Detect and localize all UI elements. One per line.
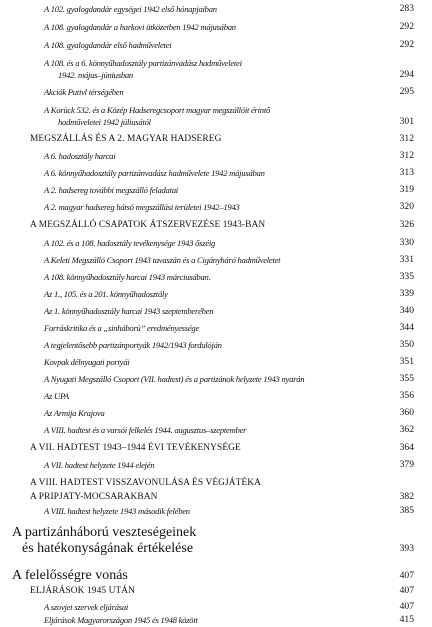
toc-entry [0,200,432,214]
toc-entry [0,270,432,284]
toc-entry-title: A 108. gyalogdandár a harkovi ütközetben 1942 májusában [44,22,236,32]
toc-entry-page: 292 [399,21,414,32]
toc-entry [0,355,432,369]
toc-entry-title: A Keleti Megszálló Csoport 1943 tavaszán és a Cigányháró hadműveletet [44,255,281,265]
toc-entry [0,253,432,267]
toc-entry-page: 350 [399,339,414,350]
toc-entry-title: A VII. hadtest helyzete 1944 elején [44,460,155,470]
toc-entry [0,166,432,180]
toc-entry-title: Akciók Putivl térségében [44,87,124,97]
toc-entry-title: Az 1., 105. és a 201. könnyűhadosztály [44,289,168,299]
toc-entry-continuation [0,68,432,82]
toc-entry-title: A VIII. hadtest és a varsói felkelés 1944. augusztus–szeptember [44,425,247,435]
toc-entry-title: A szovjet szervek eljárásai [44,602,129,612]
toc-entry-title: A 2. magyar hadsereg hátsó megszállási területei 1942–1943 [44,202,240,212]
toc-entry-title: és hatékonyságának értékelése [22,541,194,556]
toc-entry-title: MEGSZÁLLÁS ÉS A 2. MAGYAR HADSEREG [30,134,222,144]
toc-entry [0,183,432,197]
toc-entry-title: Az 1. könnyűhadosztály harcai 1943 szeptemberében [44,306,214,316]
toc-entry-title: A VII. HADTEST 1943–1944 ÉVI TEVÉKENYSÉGE [30,443,241,453]
toc-entry-page: 340 [399,305,414,316]
toc-entry-title: A 2. hadsereg további megszálló feladatai [44,185,178,195]
toc-chapter-heading [0,567,432,585]
toc-entry-title: A 108. könnyűhadosztály harcai 1943 márciusában. [44,272,211,282]
toc-entry-title: A partizánháború veszteségeinek [12,525,197,540]
toc-entry-page: 379 [399,459,414,470]
toc-entry [0,287,432,301]
toc-entry [0,38,432,52]
toc-entry-page: 330 [399,237,414,248]
toc-entry [0,2,432,16]
toc-entry [0,338,432,352]
toc-entry-title: A tegjelentősebb partizánportyák 1942/1943 fordulóján [44,340,222,350]
toc-entry [0,236,432,250]
toc-entry-page: 335 [399,271,414,282]
toc-entry [0,406,432,420]
toc-section-heading [0,218,432,232]
toc-entry [0,304,432,318]
toc-entry-page: 407 [399,585,414,596]
toc-entry-page: 385 [399,505,414,516]
toc-entry-page: 356 [399,390,414,401]
toc-entry-page: 407 [399,570,414,581]
toc-entry-page: 294 [399,69,414,80]
toc-section-heading [0,441,432,455]
toc-entry-title: A 102. gyalogdandár egységei 1942 első hónapjaiban [44,4,217,14]
toc-entry [0,321,432,335]
toc-entry-title: ELJÁRÁSOK 1945 UTÁN [30,586,136,596]
toc-entry-title: A 102. és a 108. hadosztály tevékenysége 1943 őszéig [44,238,216,248]
toc-entry-title: Forráskritika és a „sinháború” eredményessége [44,323,200,333]
toc-entry-title: A Korück 532. és a Közép Hadseregcsoport magyar megszállóit érintő [44,105,271,115]
toc-entry [0,85,432,99]
toc-entry-title: A 108. gyalogdandár első hadműveletei [44,40,172,50]
toc-entry-title: A 6. hadosztály harcai [44,151,116,161]
toc-entry-title: hadműveletei 1942 júliusától [58,117,151,127]
toc-entry-page: 283 [399,3,414,14]
toc-entry [0,613,432,627]
toc-entry-title: Az Armija Krajova [44,408,105,418]
toc-section-heading-continuation [0,490,432,504]
toc-entry-page: 312 [399,150,414,161]
toc-entry [0,149,432,163]
toc-entry-title: Eljárások Magyarországon 1945 és 1948 között [44,615,198,625]
toc-entry-title: A felelősségre vonás [12,568,128,583]
toc-entry-page: 407 [399,601,414,612]
toc-entry-page: 360 [399,407,414,418]
toc-entry-page: 393 [399,543,414,554]
toc-chapter-heading-continuation [0,540,432,558]
toc-section-heading [0,476,432,490]
toc-entry-page: 301 [399,116,414,127]
toc-entry-page: 312 [399,133,414,144]
toc-entry-title: A PRIPJATY-MOCSARAKBAN [30,492,158,502]
toc-entry-page: 331 [399,254,414,265]
toc-entry-page: 362 [399,424,414,435]
toc-entry-title: A 108. és a 6. könnyűhadosztály partizánvadász hadműveletei [44,58,242,68]
toc-entry [0,423,432,437]
toc-entry-page: 351 [399,356,414,367]
toc-entry-title: 1942. május–júniusban [58,70,133,80]
toc-entry-page: 415 [399,614,414,625]
toc-entry-page: 292 [399,39,414,50]
toc-entry-page: 319 [399,184,414,195]
toc-entry-page: 339 [399,288,414,299]
toc-entry-page: 313 [399,167,414,178]
toc-entry-continuation [0,115,432,129]
toc-entry [0,458,432,472]
toc-entry [0,504,432,518]
toc-entry-title: A Nyugati Megszálló Csoport (VII. hadtest) és a partizánok helyzete 1943 nyarán [44,374,305,384]
toc-entry [0,20,432,34]
toc-section-heading [0,584,432,598]
toc-entry-page: 382 [399,491,414,502]
toc-entry-title: A 6. könnyűhadosztály partizánvadász hadművelete 1942 májusában [44,168,265,178]
toc-entry-title: Az UPA [44,391,69,401]
toc-entry-page: 355 [399,373,414,384]
toc-entry-title: A MEGSZÁLLÓ CSAPATOK ÁTSZERVEZÉSE 1943-BAN [30,220,266,230]
toc-entry-title: Kovpak délnyugati portyái [44,357,130,367]
toc-entry-page: 295 [399,86,414,97]
toc-entry-page: 326 [399,219,414,230]
toc-entry-title: A VIII. hadtest helyzete 1943 második felében [44,506,190,516]
toc-entry-page: 320 [399,201,414,212]
toc-entry [0,600,432,614]
toc-entry [0,372,432,386]
toc-entry-page: 364 [399,442,414,453]
toc-entry-page: 344 [399,322,414,333]
toc-entry [0,389,432,403]
toc-entry-title: A VIII. HADTEST VISSZAVONULÁSA ÉS VÉGJÁTÉKA [30,478,262,488]
toc-section-heading [0,132,432,146]
